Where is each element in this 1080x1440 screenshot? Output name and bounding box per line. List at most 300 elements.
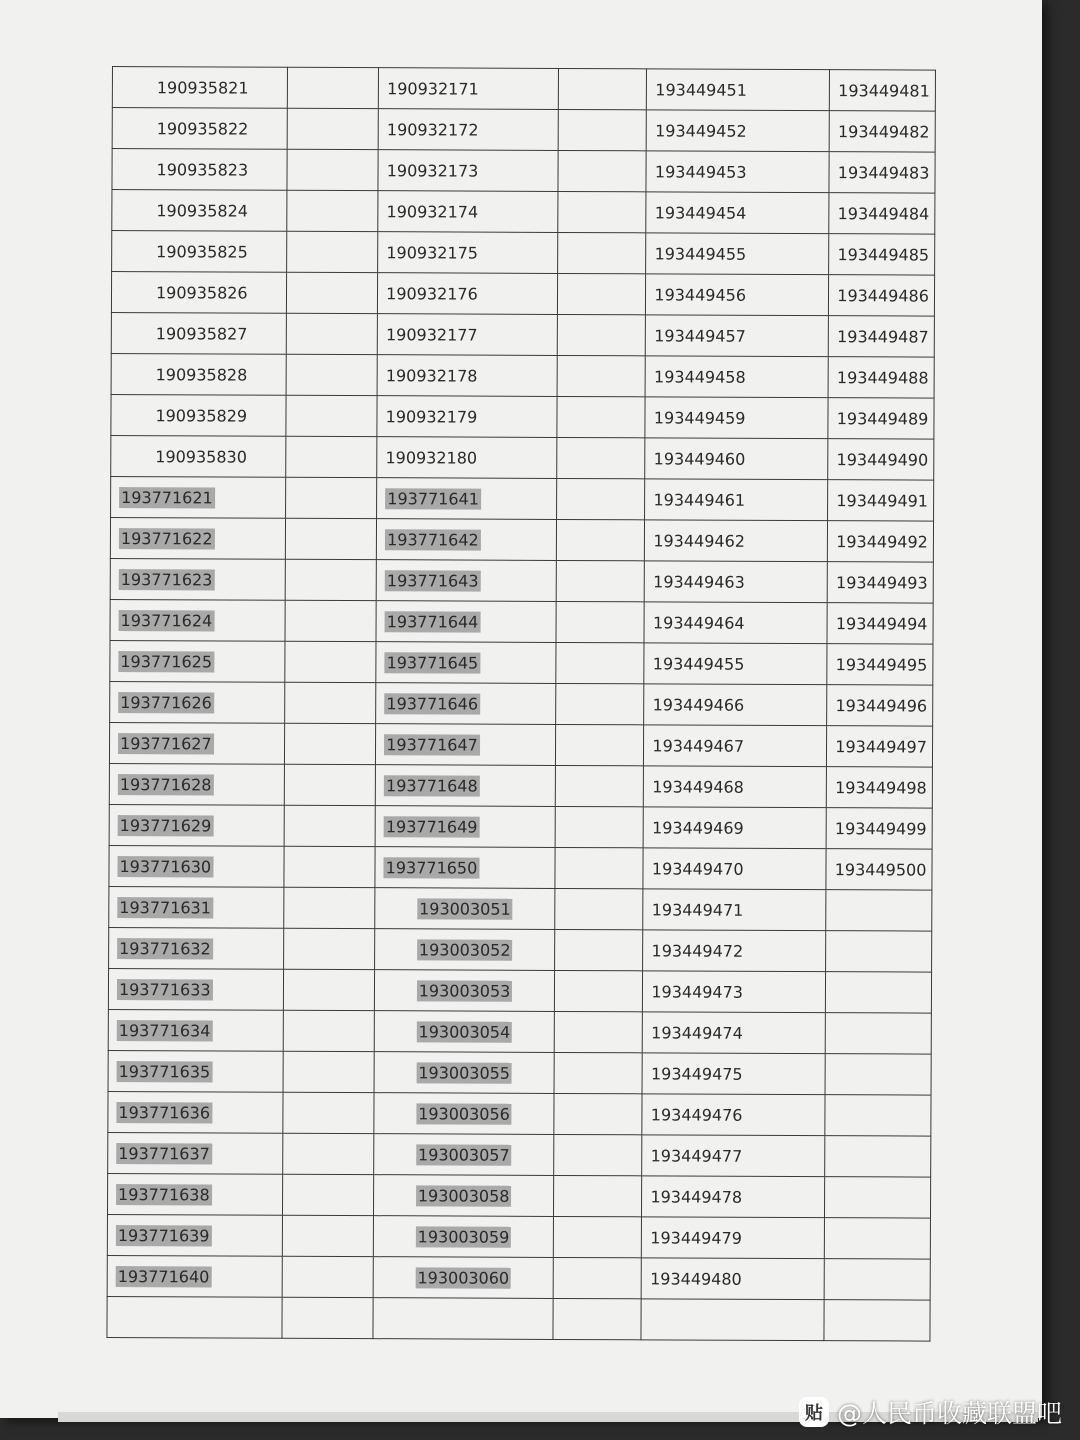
table-cell [647, 69, 830, 111]
serial-number: 193003051 [417, 898, 513, 919]
serial-number: 193771631 [117, 897, 213, 918]
serial-number: 193449492 [836, 531, 928, 552]
table-cell [112, 149, 287, 191]
table-cell [643, 889, 826, 931]
serial-number: 193003052 [417, 939, 513, 960]
tieba-icon: 贴 [799, 1397, 829, 1427]
table-cell [108, 968, 283, 1010]
table-cell [112, 231, 287, 273]
table-cell [828, 398, 934, 439]
table-cell [287, 190, 379, 231]
table-cell [827, 726, 933, 767]
table-cell [284, 682, 376, 723]
serial-number: 193771625 [118, 651, 214, 672]
table-cell [109, 927, 284, 969]
table-cell [109, 763, 284, 805]
table-cell [374, 1175, 554, 1217]
serial-number: 193449458 [654, 366, 746, 387]
table-cell [554, 1011, 643, 1052]
table-cell [283, 928, 375, 969]
table-cell [645, 520, 828, 562]
serial-number: 193449485 [837, 244, 930, 265]
table-cell [109, 722, 284, 764]
table-cell [643, 1012, 826, 1054]
table-cell [646, 274, 829, 316]
table-row [107, 1173, 930, 1218]
table-cell [825, 1218, 931, 1259]
serial-number: 193771645 [385, 652, 481, 673]
serial-number: 193003060 [415, 1267, 511, 1288]
serial-number: 193003054 [417, 1021, 513, 1042]
table-cell [377, 396, 557, 438]
table-cell [283, 1092, 375, 1133]
table-cell [642, 1258, 825, 1300]
serial-number: 193771640 [116, 1266, 212, 1287]
table-cell [284, 805, 376, 846]
table-cell [110, 640, 285, 682]
serial-number: 193449464 [652, 612, 745, 633]
serial-number: 193449487 [837, 326, 929, 347]
serial-number: 193771630 [117, 856, 213, 877]
table-cell [641, 1299, 824, 1341]
table-cell [825, 1136, 931, 1177]
table-cell [285, 518, 377, 559]
serial-number: 193449457 [654, 325, 746, 346]
serial-number: 193771632 [117, 938, 213, 959]
table-cell [374, 1011, 554, 1053]
table-cell [557, 314, 646, 355]
table-cell [643, 971, 826, 1013]
table-row [110, 517, 933, 562]
table-cell [111, 476, 286, 518]
table-cell [285, 436, 377, 477]
table-row [108, 1009, 931, 1054]
table-row [111, 394, 934, 439]
table-row [110, 681, 933, 726]
table-cell [645, 356, 828, 398]
serial-number: 193449453 [654, 161, 747, 182]
table-cell [553, 1216, 642, 1257]
serial-number: 190935821 [156, 77, 249, 98]
table-row [112, 231, 935, 276]
table-cell [109, 886, 284, 928]
serial-number: 193449455 [654, 243, 747, 264]
table-cell [377, 355, 557, 397]
serial-number: 190932173 [386, 160, 479, 181]
serial-number: 190932177 [385, 324, 478, 345]
serial-number: 193449495 [835, 654, 928, 675]
serial-number: 193449466 [652, 694, 745, 715]
serial-number: 193003055 [416, 1062, 512, 1083]
table-cell [555, 847, 644, 888]
table-cell [377, 314, 557, 356]
table-cell [825, 1095, 931, 1136]
table-cell [282, 1133, 374, 1174]
serial-number: 193449463 [653, 571, 745, 592]
serial-number: 193771648 [384, 775, 480, 796]
table-cell [376, 683, 556, 725]
table-cell [287, 67, 379, 108]
table-row [109, 763, 932, 808]
serial-number: 193449488 [836, 367, 929, 388]
serial-number: 193771638 [116, 1184, 212, 1205]
table-cell [642, 1053, 825, 1095]
table-cell [556, 601, 645, 642]
table-cell [829, 193, 935, 234]
table-row [108, 1132, 931, 1177]
table-cell [107, 1255, 282, 1297]
table-cell [828, 480, 934, 521]
table-cell [644, 602, 827, 644]
table-cell [110, 517, 285, 559]
table-cell [829, 316, 935, 357]
table-cell [644, 684, 827, 726]
serial-number: 193003058 [416, 1185, 512, 1206]
table-cell [827, 685, 933, 726]
table-cell [375, 929, 555, 971]
table-cell [377, 437, 557, 479]
table-row [109, 886, 932, 931]
serial-number: 193771636 [116, 1102, 212, 1123]
serial-number: 193771637 [116, 1143, 212, 1164]
table-cell [556, 683, 645, 724]
serial-number: 190932180 [385, 447, 478, 468]
serial-number: 193449468 [652, 776, 744, 797]
table-cell [375, 888, 555, 930]
table-cell [286, 354, 378, 395]
serial-number: 193449496 [835, 695, 928, 716]
table-cell [829, 234, 935, 275]
serial-number: 193449483 [837, 162, 930, 183]
serial-number: 193449490 [836, 449, 929, 470]
serial-number: 193449472 [651, 940, 744, 961]
table-cell [555, 765, 644, 806]
table-cell [283, 887, 375, 928]
table-cell [375, 806, 555, 848]
table-cell [285, 641, 377, 682]
serial-number: 193449497 [835, 736, 927, 757]
serial-number: 193449462 [653, 530, 746, 551]
table-cell [645, 479, 828, 521]
table-row [107, 1296, 930, 1341]
serial-number: 193771627 [118, 733, 214, 754]
table-cell [825, 1013, 931, 1054]
serial-number: 193003059 [416, 1226, 512, 1247]
table-cell [828, 439, 934, 480]
table-cell [379, 68, 559, 110]
table-cell [282, 1174, 374, 1215]
serial-number: 193771633 [117, 979, 213, 1000]
table-cell [827, 562, 933, 603]
serial-number: 193449498 [835, 777, 927, 798]
table-row [112, 108, 935, 153]
serial-number: 193771641 [385, 488, 481, 509]
serial-number: 193771646 [384, 693, 480, 714]
table-cell [557, 355, 646, 396]
table-cell [378, 191, 558, 233]
table-cell [284, 723, 376, 764]
table-cell [287, 108, 379, 149]
table-cell [112, 190, 287, 232]
serial-number: 193771650 [384, 857, 480, 878]
table-cell [826, 849, 932, 890]
table-cell [375, 847, 555, 889]
serial-number: 193771639 [116, 1225, 212, 1246]
serial-number: 190932174 [386, 201, 479, 222]
table-cell [282, 1215, 374, 1256]
table-cell [555, 888, 644, 929]
table-cell [645, 438, 828, 480]
table-cell [826, 931, 932, 972]
table-cell [284, 764, 376, 805]
table-row [111, 272, 934, 317]
table-cell [645, 561, 828, 603]
table-cell [285, 477, 377, 518]
table-cell [643, 807, 826, 849]
serial-number: 193449451 [655, 79, 747, 100]
table-row [110, 558, 933, 603]
table-cell [378, 232, 558, 274]
table-cell [285, 559, 377, 600]
table-cell [827, 603, 933, 644]
table-cell [644, 766, 827, 808]
serial-number: 193003056 [416, 1103, 512, 1124]
table-cell [378, 109, 558, 151]
table-cell [554, 1134, 643, 1175]
table-cell [554, 1093, 643, 1134]
table-row [108, 968, 931, 1013]
table-cell [643, 848, 826, 890]
table-cell [642, 1094, 825, 1136]
table-cell [646, 192, 829, 234]
serial-number: 193449452 [655, 120, 747, 141]
serial-number: 193771621 [119, 487, 215, 508]
table-row [112, 190, 935, 235]
table-cell [558, 68, 647, 109]
table-cell [558, 150, 647, 191]
serial-number: 193771626 [118, 692, 214, 713]
serial-number: 193449478 [650, 1186, 743, 1207]
table-cell [642, 1176, 825, 1218]
table-cell [376, 642, 556, 684]
table-cell [108, 1132, 283, 1174]
table-cell [285, 600, 377, 641]
table-cell [111, 312, 286, 354]
table-cell [558, 191, 647, 232]
serial-number: 190935830 [155, 446, 247, 467]
serial-number: 193449473 [651, 981, 744, 1002]
table-row [110, 640, 933, 685]
table-row [107, 1255, 930, 1300]
table-row [108, 1091, 931, 1136]
table-cell [282, 1297, 374, 1338]
serial-number: 193449469 [652, 817, 744, 838]
serial-number: 193771634 [117, 1020, 213, 1041]
serial-number: 193771643 [385, 570, 481, 591]
table-row [111, 435, 934, 480]
serial-number: 193449475 [650, 1063, 743, 1084]
table-cell [826, 890, 932, 931]
table-cell [554, 1052, 643, 1093]
serial-number: 193449477 [650, 1145, 743, 1166]
serial-number: 193449489 [836, 408, 929, 429]
table-cell [283, 1051, 375, 1092]
table-cell [645, 397, 828, 439]
serial-number: 193449479 [650, 1227, 742, 1248]
serial-number: 190935828 [155, 364, 248, 385]
table-cell [111, 394, 286, 436]
table-row [111, 476, 934, 521]
table-cell [283, 1010, 375, 1051]
table-cell [829, 111, 935, 152]
serial-number: 193449454 [654, 202, 747, 223]
table-cell [555, 806, 644, 847]
serial-number: 193771623 [119, 569, 215, 590]
serial-number: 193449456 [654, 284, 747, 305]
table-cell [826, 972, 932, 1013]
table-cell [376, 560, 556, 602]
table-row [112, 67, 935, 112]
serial-number: 193449481 [838, 80, 930, 101]
table-cell [557, 478, 646, 519]
serial-number: 190932175 [386, 242, 479, 263]
table-cell [827, 767, 933, 808]
serial-number: 193449500 [834, 859, 927, 880]
table-cell [556, 560, 645, 601]
serial-number: 190932176 [386, 283, 478, 304]
table-cell [826, 808, 932, 849]
table-cell [828, 521, 934, 562]
table-cell [828, 357, 934, 398]
serial-number: 193449470 [651, 858, 744, 879]
table-cell [373, 1216, 553, 1258]
table-cell [647, 110, 830, 152]
serial-number: 193449455 [652, 653, 745, 674]
serial-number: 193771622 [119, 528, 215, 549]
table-cell [286, 231, 378, 272]
serial-number: 190935823 [156, 159, 249, 180]
serial-number: 193771624 [119, 610, 215, 631]
serial-number: 193449493 [835, 572, 928, 593]
table-row [111, 312, 934, 357]
table-cell [109, 845, 284, 887]
serial-number: 193003053 [417, 980, 513, 1001]
table-cell [644, 725, 827, 767]
serial-number: 193003057 [416, 1144, 512, 1165]
serial-number: 193771647 [384, 734, 480, 755]
serial-number: 190935826 [155, 282, 248, 303]
table-cell [557, 437, 646, 478]
table-cell [284, 846, 376, 887]
serial-number: 193771635 [117, 1061, 213, 1082]
serial-number: 193771642 [385, 529, 481, 550]
serial-number: 193449480 [650, 1268, 742, 1289]
table-cell [557, 273, 646, 314]
table-cell [558, 109, 647, 150]
serial-number: 190935829 [155, 405, 248, 426]
table-row [108, 1050, 931, 1095]
table-cell [112, 108, 287, 150]
table-cell [825, 1054, 931, 1095]
table-body [107, 67, 936, 1342]
table-cell [644, 643, 827, 685]
table-cell [108, 1091, 283, 1133]
table-cell [107, 1173, 282, 1215]
table-cell [282, 1256, 374, 1297]
table-cell [557, 396, 646, 437]
serial-number: 193771644 [385, 611, 481, 632]
table-cell [286, 313, 378, 354]
table-cell [642, 1217, 825, 1259]
serial-number: 193771649 [384, 816, 480, 837]
table-cell [378, 273, 558, 315]
table-row [109, 927, 932, 972]
watermark-text: @人民币收藏联盟吧 [836, 1399, 1062, 1428]
serial-number: 193449460 [653, 448, 746, 469]
table-row [109, 845, 932, 890]
table-cell [830, 70, 936, 111]
table-row [110, 599, 933, 644]
table-cell [376, 724, 556, 766]
serial-number: 193449491 [836, 490, 929, 511]
table-row [112, 149, 935, 194]
table-row [111, 353, 934, 398]
table-cell [555, 929, 644, 970]
table-cell [110, 558, 285, 600]
serial-number: 193449471 [651, 899, 744, 920]
table-cell [374, 1134, 554, 1176]
serial-number: 190932179 [385, 406, 478, 427]
serial-number: 190935824 [156, 200, 249, 221]
table-cell [643, 930, 826, 972]
serial-number: 193449474 [651, 1022, 743, 1043]
table-cell [111, 435, 286, 477]
table-cell [829, 275, 935, 316]
table-cell [553, 1298, 642, 1339]
table-row [109, 804, 932, 849]
table-cell [107, 1296, 282, 1338]
table-cell [111, 353, 286, 395]
table-cell [374, 1093, 554, 1135]
serial-number: 193449459 [653, 407, 746, 428]
serial-number: 190932171 [387, 78, 479, 99]
table-cell [555, 724, 644, 765]
table-cell [107, 1214, 282, 1256]
serial-number: 193449482 [837, 121, 930, 142]
table-cell [554, 1175, 643, 1216]
serial-number: 190932172 [386, 119, 479, 140]
table-row [109, 722, 932, 767]
table-cell [283, 969, 375, 1010]
table-cell [556, 519, 645, 560]
table-cell [375, 765, 555, 807]
watermark [799, 1394, 1062, 1430]
table-cell [108, 1050, 283, 1092]
table-cell [827, 644, 933, 685]
table-cell [646, 315, 829, 357]
table-cell [824, 1259, 930, 1300]
table-cell [110, 599, 285, 641]
table-cell [553, 1257, 642, 1298]
serial-number: 193771628 [118, 774, 214, 795]
table-cell [286, 272, 378, 313]
table-cell [378, 150, 558, 192]
table-cell [825, 1177, 931, 1218]
table-cell [556, 642, 645, 683]
table-cell [373, 1257, 553, 1299]
serial-number: 190935827 [155, 323, 248, 344]
table-cell [287, 149, 379, 190]
